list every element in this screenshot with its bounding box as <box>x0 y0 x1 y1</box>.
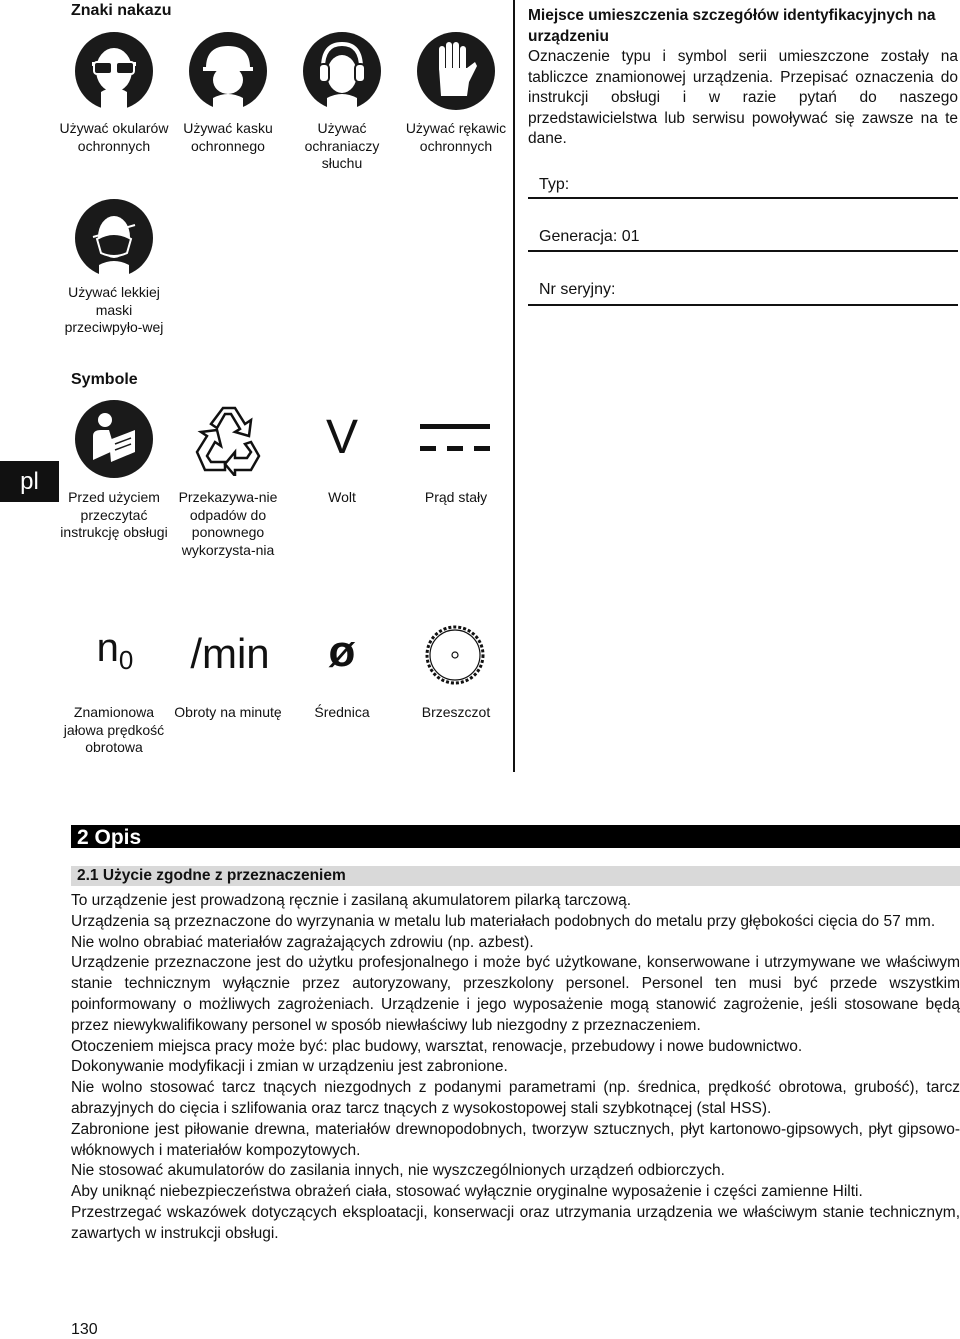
sign-caption-ears: Używać ochraniaczy słuchu <box>304 120 380 171</box>
body-paragraph: Zabronione jest piłowanie drewna, materiałów drewnopodobnych, tworzyw sztucznych, płyt kartonowo-gipsowych, płyt gipsowo-włóknowych i materiałów kompozytowych. <box>71 1120 960 1159</box>
ear-protection-icon <box>303 32 381 110</box>
volt-icon: V <box>325 411 358 464</box>
symbol-caption-diameter: Średnica <box>314 704 370 720</box>
symbol-caption-manual: Przed użyciem przeczytać instrukcję obsługi <box>60 489 168 540</box>
symbol-caption-blade: Brzeszczot <box>421 704 491 720</box>
body-paragraph: Nie stosować akumulatorów do zasilania innych, nie wyszczególnionych urządzeń odbiorczych. <box>71 1162 725 1180</box>
hard-hat-icon <box>189 32 267 110</box>
body-paragraph: Aby uniknąć niebezpieczeństwa obrażeń ciała, stosować wyłącznie oryginalne wyposażenie i części zamienne Hilti. <box>71 1183 863 1201</box>
safety-glasses-icon <box>75 32 153 110</box>
direct-current-icon <box>418 422 494 458</box>
recycle-icon <box>189 402 269 476</box>
protective-gloves-icon <box>417 32 495 110</box>
read-manual-icon <box>75 400 153 478</box>
sign-caption-gloves: Używać rękawic ochronnych <box>405 120 507 154</box>
section-title-mandatory-signs: Znaki nakazu <box>71 2 172 19</box>
body-paragraph: Nie wolno obrabiać materiałów zagrażających zdrowiu (np. azbest). <box>71 933 534 951</box>
type-field-line <box>528 197 958 199</box>
body-paragraph: Urządzenie przeznaczone jest do użytku profesjonalnego i może być użytkowane, konserwowane i utrzymywane we właściwym stanie technicznym wyłącznie przez autoryzowany, przeszkolony personel. Personel ten musi być przede wszystkim poinformowany o możliwych zagrożeniach. Urządzenie i jego wyposażenie mogą stanowić zagrożenie, jeśli stosowane będą przez niewykwalifikowany personel w sposób niewłaściwy lub niezgodny z przeznaczeniem. <box>71 954 960 1034</box>
body-paragraph: Przestrzegać wskazówek dotyczących eksploatacji, konserwacji oraz utrzymania urządzenia we właściwym stanie technicznym, zawartych w instrukcji obsługi. <box>71 1203 960 1242</box>
page-number: 130 <box>71 1321 98 1338</box>
sign-caption-mask: Używać lekkiej maski przeciwpyło-wej <box>64 284 164 335</box>
saw-blade-icon <box>424 624 486 686</box>
no-load-speed-subscript: 0 <box>118 645 134 675</box>
generation-field-line <box>528 250 958 252</box>
symbol-caption-volt: Wolt <box>328 489 356 505</box>
sign-caption-glasses: Używać okularów ochronnych <box>59 120 169 154</box>
sign-caption-helmet: Używać kasku ochronnego <box>183 120 273 154</box>
per-minute-icon: /min <box>190 630 270 677</box>
symbol-caption-speed: Znamionowa jałowa prędkość obrotowa <box>63 704 165 755</box>
identification-heading: Miejsce umieszczenia szczegółów identyfikacyjnych na urządzeniu <box>528 7 936 45</box>
body-paragraph: Dokonywanie modyfikacji i zmian w urządzeniu jest zabronione. <box>71 1058 508 1076</box>
symbol-caption-dc: Prąd stały <box>424 489 488 505</box>
section-title-symbols: Symbole <box>71 371 138 388</box>
body-paragraph: Nie wolno stosować tarcz tnących niezgodnych z podanymi parametrami (np. średnica, prędkość obrotowa, grubość), tarcz abrazyjnych do cięcia i szlifowania oraz tarcz tnących z wysokostopowej stali szybkotnącej (stal HSS). <box>71 1079 960 1117</box>
diameter-icon: ø <box>328 627 356 676</box>
no-load-speed-icon <box>80 624 150 684</box>
no-load-speed-glyph: n <box>96 626 119 670</box>
serial-field-label: Nr seryjny: <box>539 281 616 298</box>
generation-field-label: Generacja: 01 <box>539 228 640 245</box>
type-field-label: Typ: <box>539 176 570 193</box>
section-2-title: 2 Opis <box>71 825 960 848</box>
symbol-caption-rpm: Obroty na minutę <box>174 704 282 720</box>
body-paragraph: Otoczeniem miejsca pracy może być: plac budowy, warsztat, renowacje, przebudowy i nowe budownictwo. <box>71 1037 803 1055</box>
body-paragraph: Urządzenia są przeznaczone do wyrzynania w metalu lub materiałach podobnych do metalu przy głębokości cięcia do 57 mm. <box>71 912 936 930</box>
symbol-caption-recycle: Przekazywa-nie odpadów do ponownego wykorzysta-nia <box>178 489 278 558</box>
dust-mask-icon <box>75 199 153 277</box>
identification-text: Oznaczenie typu i symbol serii umieszczone zostały na tabliczce znamionowej urządzenia. Przepisać oznaczenia do instrukcji obsługi i w razie pytań do naszego przedstawicielstwa lub serwisu powoływać się zawsze na te dane. <box>528 48 958 147</box>
column-divider <box>513 0 515 772</box>
body-paragraph: To urządzenie jest prowadzoną ręcznie i zasilaną akumulatorem pilarką tarczową. <box>71 892 631 909</box>
section-2-1-subtitle: 2.1 Użycie zgodne z przeznaczeniem <box>71 866 960 886</box>
serial-field-line <box>528 304 958 306</box>
section-2-1-body <box>71 891 960 1245</box>
language-tab: pl <box>0 461 59 502</box>
